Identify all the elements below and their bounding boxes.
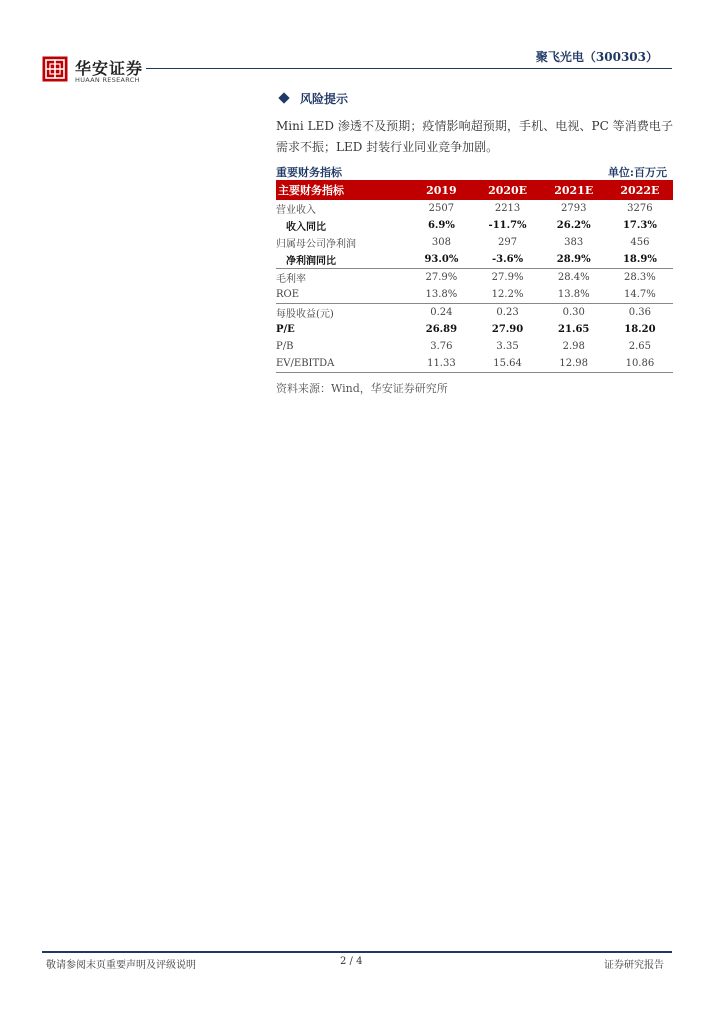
diamond-bullet-icon <box>278 92 289 103</box>
risk-text: Mini LED 渗透不及预期；疫情影响超预期，手机、电视、PC 等消费电子需求不振；LED 封装行业同业竞争加剧。 <box>276 119 673 154</box>
financial-table-unit: 单位:百万元 <box>607 166 667 179</box>
table-row <box>276 304 673 322</box>
table-cell: 308 <box>431 237 451 248</box>
table-cell: 26.2% <box>556 220 591 231</box>
table-cell: 28.9% <box>556 254 591 265</box>
table-cell: 3.76 <box>430 341 453 352</box>
data-source-note: 资料来源：Wind，华安证券研究所 <box>276 382 448 395</box>
table-cell: 28.4% <box>541 269 607 287</box>
table-cell: 297 <box>498 237 518 248</box>
table-header-row <box>276 180 673 200</box>
row-label: EV/EBITDA <box>276 355 408 373</box>
column-header: 2022E <box>607 180 673 200</box>
row-label: ROE <box>276 289 300 300</box>
table-cell: 456 <box>630 237 650 248</box>
table-cell: -3.6% <box>492 254 524 265</box>
row-label: P/E <box>276 324 295 335</box>
table-cell: 21.65 <box>558 324 590 335</box>
financial-table <box>276 180 673 373</box>
risk-section-title <box>276 90 673 107</box>
report-type: 证券研究报告 <box>604 960 664 971</box>
table-cell: 14.7% <box>624 289 656 300</box>
table-cell: 28.3% <box>607 269 673 287</box>
table-row <box>276 355 673 373</box>
financial-table-title: 重要财务指标 <box>276 166 342 179</box>
company-logo <box>42 54 152 88</box>
risk-title-text: 风险提示 <box>300 92 349 106</box>
table-row <box>276 251 673 269</box>
table-cell: 12.98 <box>541 355 607 373</box>
page-number: 2 / 4 <box>340 956 363 967</box>
row-label: 营业收入 <box>276 205 316 216</box>
financial-table-header <box>276 164 673 180</box>
table-cell: 18.9% <box>622 254 657 265</box>
column-header: 主要财务指标 <box>276 180 408 200</box>
table-cell: 13.8% <box>425 289 458 300</box>
table-cell: 0.36 <box>607 304 673 322</box>
table-cell: 2.98 <box>562 341 585 352</box>
table-cell: 0.24 <box>408 304 474 322</box>
row-label: P/B <box>276 341 294 352</box>
table-cell: 11.33 <box>408 355 474 373</box>
row-label: 毛利率 <box>276 269 408 287</box>
table-cell: 3.35 <box>496 341 519 352</box>
table-cell: 26.89 <box>425 324 458 335</box>
table-cell: 2213 <box>494 203 521 214</box>
table-cell: 10.86 <box>607 355 673 373</box>
stock-title: 聚飞光电（300303） <box>535 50 658 64</box>
table-cell: 93.0% <box>424 254 459 265</box>
column-header: 2021E <box>541 180 607 200</box>
table-row <box>276 269 673 287</box>
column-header: 2019 <box>408 180 474 200</box>
header-divider <box>146 68 672 69</box>
table-cell: 27.9% <box>474 269 540 287</box>
table-cell: 12.2% <box>491 289 524 300</box>
logo-subtitle: HUAAN RESEARCH <box>75 76 140 84</box>
row-label: 收入同比 <box>286 222 326 233</box>
table-cell: 27.90 <box>491 324 524 335</box>
column-header: 2020E <box>474 180 540 200</box>
row-label: 每股收益(元) <box>276 304 408 322</box>
table-cell: 383 <box>564 237 584 248</box>
table-cell: 15.64 <box>474 355 540 373</box>
table-row <box>276 338 673 355</box>
table-cell: 18.20 <box>624 324 656 335</box>
table-cell: -11.7% <box>488 220 527 231</box>
table-row <box>276 200 673 217</box>
table-cell: 6.9% <box>427 220 455 231</box>
table-row <box>276 321 673 338</box>
table-cell: 2507 <box>428 203 455 214</box>
table-cell: 2.65 <box>628 341 652 352</box>
table-cell: 0.23 <box>474 304 540 322</box>
footer-divider <box>42 951 672 953</box>
row-label: 归属母公司净利润 <box>276 239 356 250</box>
table-row <box>276 286 673 304</box>
table-row <box>276 234 673 251</box>
table-cell: 27.9% <box>408 269 474 287</box>
logo-seal-icon <box>42 56 68 82</box>
table-cell: 17.3% <box>622 220 657 231</box>
table-cell: 2793 <box>560 203 587 214</box>
table-row <box>276 217 673 234</box>
footer-disclaimer: 敬请参阅末页重要声明及评级说明 <box>46 960 196 971</box>
table-cell: 3276 <box>627 203 653 214</box>
table-cell: 13.8% <box>557 289 590 300</box>
logo-text: 华安证券 <box>75 59 144 78</box>
table-cell: 0.30 <box>541 304 607 322</box>
row-label: 净利润同比 <box>286 256 336 267</box>
